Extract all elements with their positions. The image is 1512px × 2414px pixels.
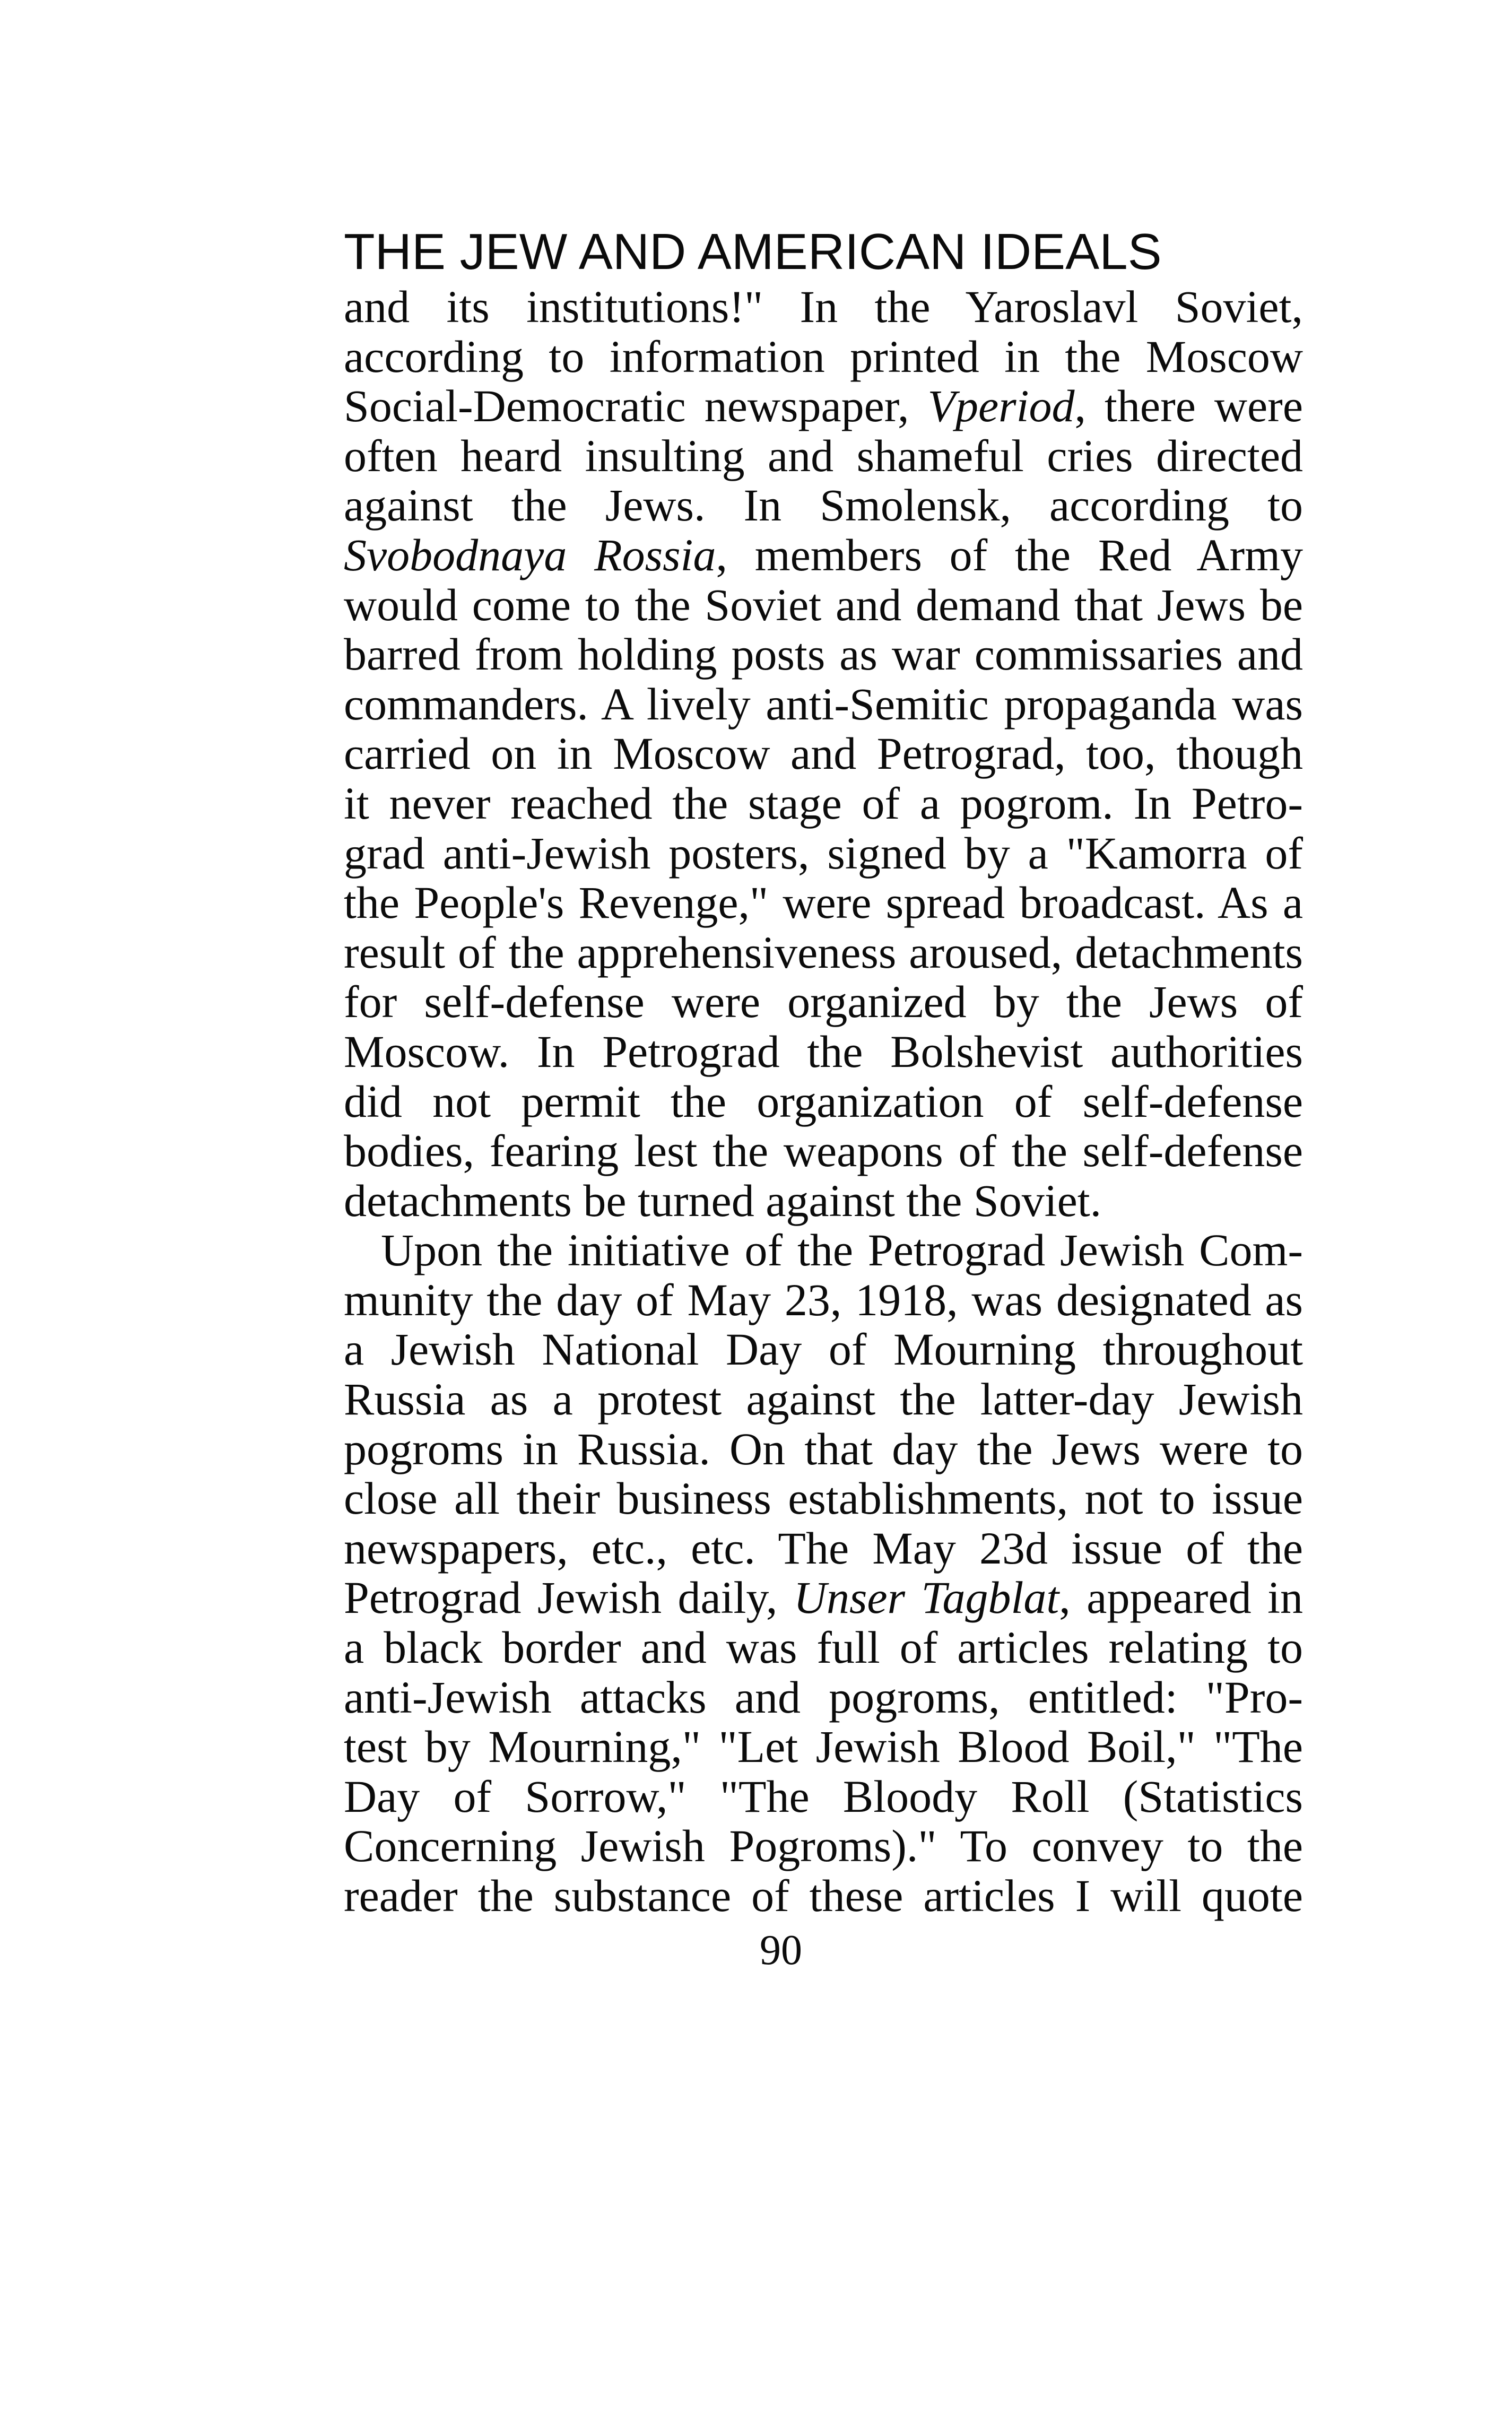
text-line: commanders. A lively anti-Semitic propaganda was [344,678,1303,730]
text-line: newspapers, etc., etc. The May 23d issue of the [344,1522,1303,1574]
running-head: THE JEW AND AMERICAN IDEALS [344,223,1162,280]
text-line: against the Jews. In Smolensk, according to [344,480,1303,531]
text-run: , appeared in [1059,1572,1304,1623]
text-line: Concerning Jewish Pogroms)." To convey to the [344,1820,1303,1872]
text-line [344,1573,1303,1623]
text-line: did not permit the organization of self-defense [344,1075,1303,1127]
text-line: detachments be turned against the Soviet. [344,1175,1102,1226]
newspaper-title-vperiod: Vperiod [927,380,1075,432]
text-line: result of the apprehensiveness aroused, detachments [344,926,1303,978]
page-number: 90 [760,1927,802,1974]
text-line: reader the substance of these articles I will quote [344,1870,1303,1921]
text-run: Social-Democratic newspaper, [344,380,928,432]
text-run: , members of the Red Army [716,529,1304,580]
text-line: would come to the Soviet and demand that Jews be [344,579,1303,630]
text-line: often heard insulting and shameful cries directed [344,430,1303,481]
text-line: Moscow. In Petrograd the Bolshevist authorities [344,1026,1303,1077]
newspaper-title-svobodnaya-rossia: Svobodnaya Rossia [344,529,716,580]
text-line: the People's Revenge," were spread broadcast. As a [344,877,1303,928]
text-line: and its institutions!" In the Yaroslavl Soviet, [344,281,1303,332]
text-line: Upon the initiative of the Petrograd Jewish Com- [381,1225,1303,1276]
text-line: it never reached the stage of a pogrom. In Petro- [344,777,1303,829]
text-line: munity the day of May 23, 1918, was designated as [344,1274,1303,1325]
text-line: a black border and was full of articles relating to [344,1622,1303,1673]
text-line: close all their business establishments, not to issue [344,1473,1303,1524]
text-run: , there were [1074,380,1303,432]
text-line: barred from holding posts as war commissaries and [344,629,1303,680]
text-line: pogroms in Russia. On that day the Jews were to [344,1423,1303,1474]
paragraph-1 [344,282,1303,1226]
text-line: a Jewish National Day of Mourning throughout [344,1324,1303,1375]
body-text [344,282,1303,1921]
text-line: test by Mourning," "Let Jewish Blood Boil," "The [344,1721,1303,1773]
text-line: Russia as a protest against the latter-day Jewish [344,1374,1303,1425]
paragraph-2 [344,1226,1303,1921]
text-line: Day of Sorrow," "The Bloody Roll (Statistics [344,1770,1303,1822]
newspaper-title-unser-tagblat: Unser Tagblat [793,1572,1059,1623]
text-line: grad anti-Jewish posters, signed by a "Kamorra of [344,827,1303,879]
text-line: carried on in Moscow and Petrograd, too, though [344,728,1303,779]
text-line: bodies, fearing lest the weapons of the self-defense [344,1125,1303,1177]
text-line [344,381,1303,431]
text-run: Petrograd Jewish daily, [344,1572,794,1623]
text-line [344,531,1303,580]
text-line: according to information printed in the Moscow [344,331,1303,382]
text-line: anti-Jewish attacks and pogroms, entitled: "Pro- [344,1671,1303,1723]
text-line: for self-defense were organized by the Jews of [344,976,1303,1028]
